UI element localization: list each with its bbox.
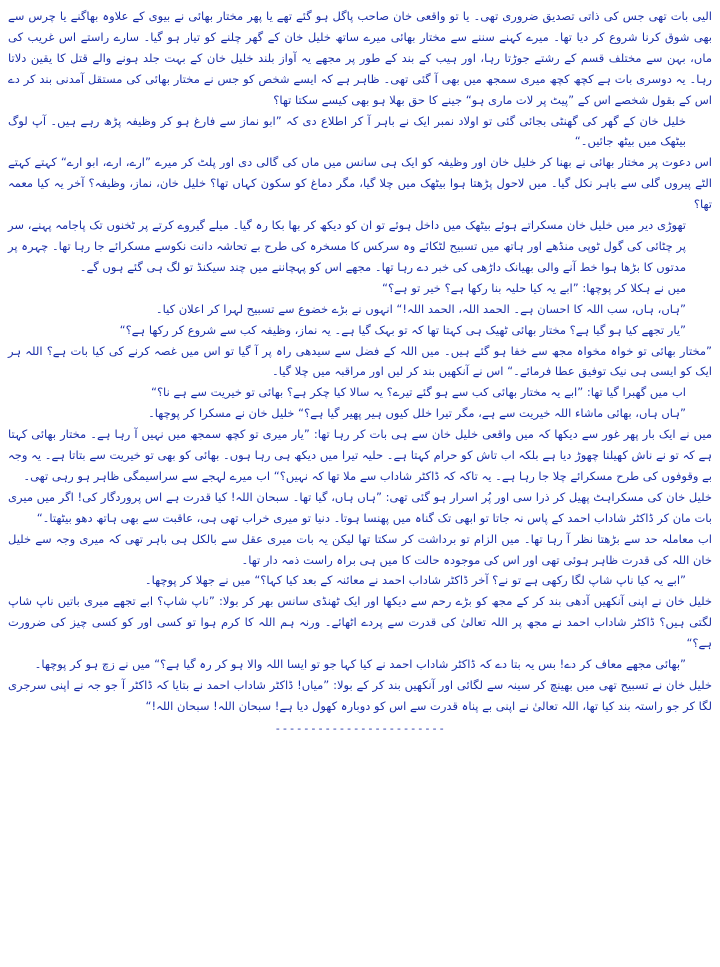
paragraph: تھوڑی دیر میں خلیل خان مسکراتے ہوئے بیٹھک میں داخل ہوئے تو ان کو دیکھ کر بھا بکا رہ گیا۔ میلے گیروے کرتے پر ٹخنوں تک پاجامہ پہنے، سر پر چٹائی کی گول ٹوپی منڈھے اور ہاتھ میں تسبیح لٹکائے وہ سرکس کا مسخرہ کی طرح بے تحاشہ دانت نکوسے مسکرائے جا رہا تھا۔ چہرہ پر مدتوں کا بڑھا ہوا خط آنے والی بھیانک داڑھی کی خبر دے رہا تھا۔ مجھے اس کو پہچاننے میں چند سیکنڈ تو لگ ہی گئے ہوں گے۔	[8, 218, 686, 274]
paragraph: خلیل خان کی مسکراہٹ پھیل کر ذرا سی اور پُر اسرار ہو گئی تھی: ”ہاں ہاں، گیا تھا۔ سبحان اللہ! کیا قدرت ہے اس پروردگار کی! اگر میں میری بات مان کر ڈاکٹر شاداب احمد کے پاس نہ جاتا تو ابھی تک گناہ میں پھنسا ہوتا۔ دنیا تو میری خراب تھی ہی، عاقبت سے بھی ہاتھ دھو بیٹھتا۔“	[8, 489, 712, 525]
paragraph: خلیل خان کے گھر کی گھنٹی بجائی گئی تو اولاد نمبر ایک نے باہر آ کر اطلاع دی کہ ”ابو نماز سے فارغ ہو کر وظیفہ پڑھ رہے ہیں۔ آپ لوگ بیٹھک میں بیٹھ جائیں۔“	[8, 113, 686, 149]
document-body	[8, 6, 712, 717]
paragraph: خلیل خان نے تسبیح تھی میں بھینچ کر سینہ سے لگائی اور آنکھیں بند کر کے بولا: ”میاں! ڈاکٹر شاداب احمد نے بتایا کہ ڈاکٹر آ جو جہ نے اپنی سرجری لگا کر جو راستہ بند کیا تھا، اللہ تعالیٰ نے اپنی بے پناہ قدرت سے اس کو دوبارہ کھول دیا ہے! سبحان اللہ! سبحان اللہ!“	[8, 678, 712, 713]
paragraph: ”ہاں ہاں، بھائی ماشاء اللہ خیریت سے ہے، مگر تیرا خلل کیوں ہیر پھیر گیا ہے؟“ خلیل خان نے مسکرا کر پوچھا۔	[148, 406, 686, 421]
paragraph: اب میں گھبرا گیا تھا: ”ابے یہ مختار بھائی کب سے ہو گئے تیرے؟ یہ سالا کیا چکر ہے؟ بھائی تو خیریت سے ہے نا؟“	[151, 385, 686, 400]
end-separator-line: ------------------------	[274, 721, 446, 735]
paragraph: الیی بات تھی جس کی ذاتی تصدیق ضروری تھی۔ یا تو واقعی خان صاحب پاگل ہو گئے تھے یا پھر مختار بھائی نے بیوی کے علاوہ بھاگنے یا چرس سے بھی شوق کرنا شروع کر دیا تھا۔ میرے کہنے سننے سے مختار بھائی میرے ساتھ خلیل خان کے گھر چلنے کو تیار ہو گیا۔ سارے راستے اس غریب کی ماں، بہن سے مختلف قسم کے رشتے جوڑتا رہا، اور ہیب کے بند کے طور پر مجھے یہ آواز بلند خلیل خان کے بہت جلد ہونے والے قتل کا یقین دلاتا رہا۔ یہ دوسری بات ہے کچھ کچھ میری سمجھ میں بھی آ گئی تھی۔ ظاہر ہے کہ ایسے شخص کو جس نے مختار بھائی کی مستقل آمدنی بند کر دے اس کے بقول شخصے اس کے ”پیٹ پر لات ماری ہو“ جینے کا حق بھلا ہو بھی کیسے سکتا تھا؟	[8, 9, 712, 107]
paragraph: اس دعوت پر مختار بھائی نے بھنا کر خلیل خان اور وظیفہ کو ایک ہی سانس میں ماں کی گالی دی اور پلٹ کر میرے ”ارے، ارے، ابو ارے“ کہتے کہتے الٹے پیروں گلی سے باہر نکل گیا۔ میں لاحول پڑھتا ہوا بیٹھک میں چلا گیا، مگر دماغ کو سکون کہاں تھا؟ خلیل خان، نماز، وظیفہ؟ آخر یہ کیا معمہ تھا؟	[8, 155, 712, 212]
paragraph: میں نے ایک بار پھر غور سے دیکھا کہ میں واقعی خلیل خان سے ہی بات کر رہا تھا: ”یار میری تو کچھ سمجھ میں نہیں آ رہا ہے۔ مختار بھائی کہتا ہے کہ تو نے ناش کھیلنا چھوڑ دیا ہے بلکہ اب تاش کو حرام کہتا ہے۔ حلیہ تیرا میں دیکھ ہی رہا ہوں۔ بھائی کو بھی تو خیریت سے بتاتا ہے۔ یہ وجہ بے وقوفوں کی طرح مسکرائے چلا جا رہا ہے۔ یہ تاکہ کہ ڈاکٹر شاداب سے ملا تھا کہ نہیں؟“ اب میرے لہجے سے سراسیمگی ظاہر ہو رہی تھی۔	[8, 427, 712, 483]
paragraph: اب معاملہ حد سے بڑھتا نظر آ رہا تھا۔ میں الزام تو برداشت کر سکتا تھا لیکن یہ بات میری عقل سے بالکل ہی باہر تھی کہ میری وجہ سے خلیل خان اللہ کی قدرت ظاہر ہوئی تھی اور اس کی موجودہ حالت کا میں ہی براہ راست ذمہ دار تھا۔	[8, 531, 712, 567]
paragraph: ”ابے یہ کیا ناپ شاپ لگا رکھی ہے تو نے؟ آخر ڈاکٹر شاداب احمد نے معائنہ کے بعد کیا کہا؟“ میں نے جھلا کر پوچھا۔	[144, 573, 686, 588]
paragraph: میں نے ہکلا کر پوچھا: ”ابے یہ کیا حلیہ بنا رکھا ہے؟ خیر تو ہے؟“	[382, 280, 686, 295]
paragraph: ”بھائی مجھے معاف کر دے! بس یہ بتا دے کہ ڈاکٹر شاداب احمد نے کیا کہا جو تو ایسا اللہ والا ہو کر رہ گیا ہے؟“ میں نے زچ ہو کر پوچھا۔	[34, 657, 686, 672]
paragraph: خلیل خان نے اپنی آنکھیں آدھی بند کر کے مجھ کو بڑے رحم سے دیکھا اور ایک ٹھنڈی سانس بھر کر بولا: ”ناپ شاپ؟ ابے تجھے میری باتیں ناپ شاپ لگتی ہیں؟ ڈاکٹر شاداب احمد نے مجھ پر اللہ تعالیٰ کی قدرت سے پردے اٹھائے۔ ورنہ ہم اللہ کا کرم ہوا تو کسی اور کو کسی چیز کی ضرورت ہے؟“	[8, 594, 712, 651]
paragraph: ”مختار بھائی تو خواہ مخواہ مجھ سے خفا ہو گئے ہیں۔ میں اللہ کے فضل سے سیدھی راہ پر آ گیا تو اس میں غصہ کرنے کی کیا بات ہے؟ اللہ ہر ایک کو ایسی ہی نیک توفیق عطا فرمائے۔“ اس نے آنکھیں بند کر لیں اور مراقبہ میں چلا گیا۔	[8, 343, 712, 379]
paragraph: ”ہاں، ہاں، سب اللہ کا احسان ہے۔ الحمد اللہ، الحمد اللہ!“ انہوں نے بڑے خضوع سے تسبیح لہرا کر اعلان کیا۔	[155, 301, 686, 316]
paragraph: ”یار تجھے کیا ہو گیا ہے؟ مختار بھائی ٹھیک ہی کہتا تھا کہ تو بہک گیا ہے۔ یہ نماز، وظیفہ کب سے شروع کر رکھا ہے؟“	[119, 322, 686, 337]
